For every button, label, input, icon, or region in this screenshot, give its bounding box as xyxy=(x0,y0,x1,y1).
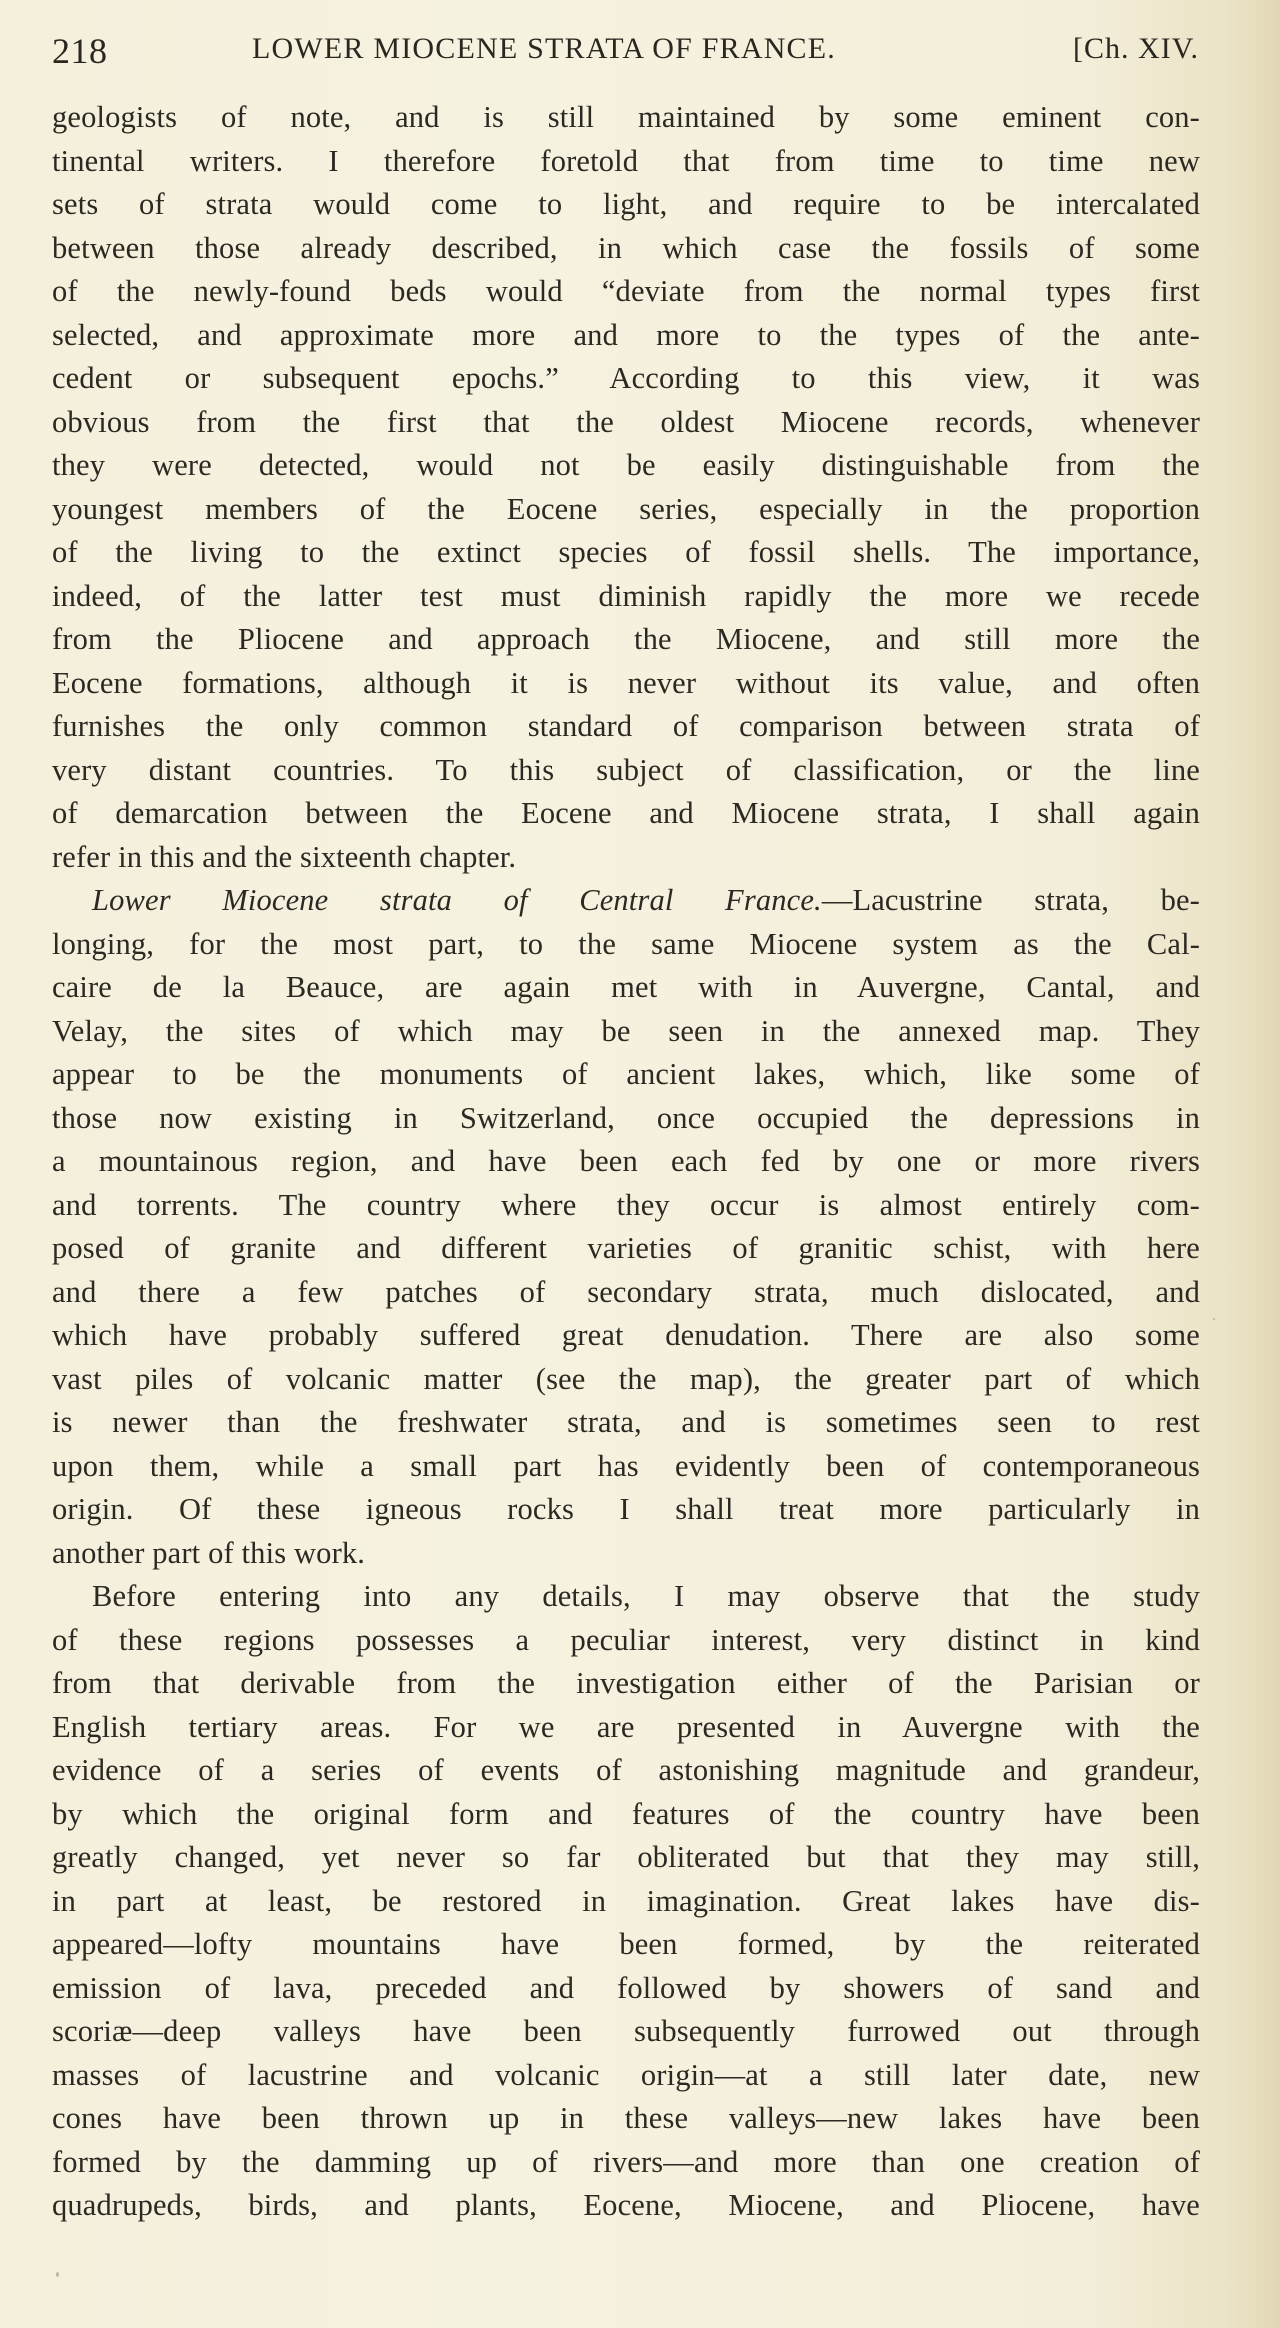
text-line: from the Pliocene and approach the Miocene, and still more the xyxy=(52,622,1200,656)
text-line: of demarcation between the Eocene and Miocene strata, I shall again xyxy=(52,796,1200,830)
text-line: of the living to the extinct species of fossil shells. The importance, xyxy=(52,535,1200,569)
text-line: origin. Of these igneous rocks I shall treat more particularly in xyxy=(52,1492,1200,1526)
text-line: a mountainous region, and have been each fed by one or more rivers xyxy=(52,1144,1200,1178)
text-line: by which the original form and features of the country have been xyxy=(52,1796,1200,1831)
text-line: upon them, while a small part has evidently been of contemporaneous xyxy=(52,1448,1200,1483)
text-line: Eocene formations, although it is never without its value, and often xyxy=(52,665,1200,700)
text-line: emission of lava, preceded and followed by showers of sand and xyxy=(52,1970,1200,2005)
text-line: quadrupeds, birds, and plants, Eocene, Miocene, and Pliocene, have xyxy=(52,2188,1200,2222)
text-line: scoriæ—deep valleys have been subsequently furrowed out through xyxy=(52,2014,1200,2048)
text-line: tinental writers. I therefore foretold that from time to time new xyxy=(52,143,1200,178)
text-line: from that derivable from the investigation either of the Parisian or xyxy=(52,1666,1200,1700)
text-line: vast piles of volcanic matter (see the map), the greater part of which xyxy=(52,1361,1200,1396)
text-line: furnishes the only common standard of comparison between strata of xyxy=(52,709,1200,743)
text-line: posed of granite and different varieties of granitic schist, with here xyxy=(52,1231,1200,1265)
text-line: appeared—lofty mountains have been formed, by the reiterated xyxy=(52,1927,1200,1961)
text-line: cedent or subsequent epochs.” According to this view, it was xyxy=(52,361,1200,395)
paper-speck xyxy=(1213,1318,1215,1320)
text-line: sets of strata would come to light, and require to be intercalated xyxy=(52,187,1200,221)
text-line: very distant countries. To this subject of classification, or the line xyxy=(52,752,1200,787)
text-line: refer in this and the sixteenth chapter. xyxy=(52,839,517,874)
text-line: cones have been thrown up in these valleys—new lakes have been xyxy=(52,2101,1200,2135)
text-line: of these regions possesses a peculiar interest, very distinct in kind xyxy=(52,1622,1200,1657)
text-line: formed by the damming up of rivers—and more than one creation of xyxy=(52,2144,1200,2179)
text-line: of the newly-found beds would “deviate from the normal types first xyxy=(52,274,1200,308)
text-line: evidence of a series of events of astonishing magnitude and grandeur, xyxy=(52,1753,1200,1787)
text-line: in part at least, be restored in imagination. Great lakes have dis- xyxy=(52,1883,1200,1918)
text-line: youngest members of the Eocene series, especially in the proportion xyxy=(52,491,1200,526)
text-line: they were detected, would not be easily distinguishable from the xyxy=(52,448,1200,482)
running-head xyxy=(52,30,1199,74)
text-line: indeed, of the latter test must diminish rapidly the more we recede xyxy=(52,578,1200,613)
text-line: which have probably suffered great denudation. There are also some xyxy=(52,1318,1200,1352)
paragraph-auvergne xyxy=(52,1575,1200,2228)
text-line: is newer than the freshwater strata, and is sometimes seen to rest xyxy=(52,1405,1200,1439)
text-line: Velay, the sites of which may be seen in the annexed map. They xyxy=(52,1013,1200,1048)
text-line: and torrents. The country where they occur is almost entirely com- xyxy=(52,1187,1200,1222)
text-line xyxy=(52,879,1200,923)
paragraph-central-france xyxy=(52,879,1200,1575)
section-heading: Lower Miocene strata of Central France. xyxy=(92,883,822,917)
text-line: those now existing in Switzerland, once occupied the depressions in xyxy=(52,1100,1200,1135)
text-line: masses of lacustrine and volcanic origin—at a still later date, new xyxy=(52,2057,1200,2092)
text-line: selected, and approximate more and more to the types of the ante- xyxy=(52,317,1200,352)
page-number: 218 xyxy=(52,31,108,71)
body-text xyxy=(52,96,1200,2228)
text-line: geologists of note, and is still maintained by some eminent con- xyxy=(52,100,1200,134)
text-line: and there a few patches of secondary strata, much dislocated, and xyxy=(52,1274,1200,1309)
chapter-marker: [Ch. XIV. xyxy=(1073,32,1199,65)
text-line: between those already described, in which case the fossils of some xyxy=(52,230,1200,265)
paragraph-continuation xyxy=(52,96,1200,879)
text-line: another part of this work. xyxy=(52,1535,366,1570)
text-line: greatly changed, yet never so far obliterated but that they may still, xyxy=(52,1840,1200,1874)
text-line: caire de la Beauce, are again met with in Auvergne, Cantal, and xyxy=(52,970,1200,1004)
text-line: English tertiary areas. For we are presented in Auvergne with the xyxy=(52,1709,1200,1744)
running-title: LOWER MIOCENE STRATA OF FRANCE. xyxy=(252,32,836,65)
paper-speck xyxy=(56,2272,59,2277)
text-line: obvious from the first that the oldest Miocene records, whenever xyxy=(52,404,1200,439)
heading-continuation: —Lacustrine strata, be- xyxy=(821,883,1200,917)
text-line: Before entering into any details, I may observe that the study xyxy=(92,1579,1200,1613)
text-line: longing, for the most part, to the same Miocene system as the Cal- xyxy=(52,926,1200,961)
text-line: appear to be the monuments of ancient lakes, which, like some of xyxy=(52,1057,1200,1091)
